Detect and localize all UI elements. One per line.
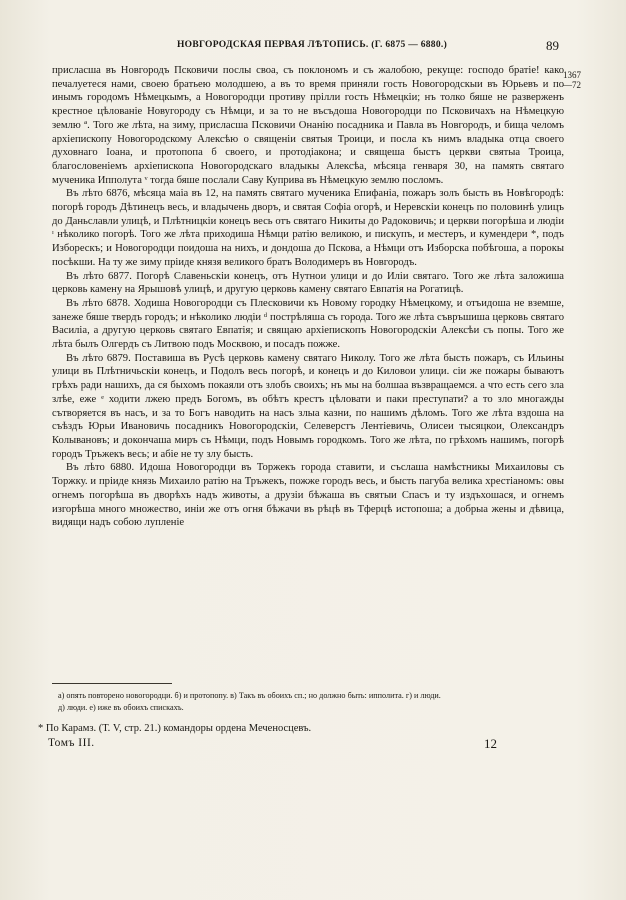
paragraph: Въ лѣто 6880. Идоша Новогородци въ Торжекъ города ставити, и съслаша намѣстникы Михаиловы съ Торжку. и пріиде князь Михаило ратію на Тръжекъ, пожже городъ весь, и бысть пагуба велика хрестіаномъ: овы огнемъ погорѣша въ дворѣхъ надъ животы, а друзіи бѣжаша въ святыи Спасъ и ту издъхошася, и огнемъ изгорѣша много множество, инiи же отъ огня бѣжачи въ рѣцѣ въ Тферцѣ истопоша; а добрыа жены и дѣвица, видящи надъ собою лупленіе xyxy=(52,462,564,529)
volume-label: Томъ III. xyxy=(48,737,95,749)
footnote-line: а) опять повторено новогородци. б) и протопопу. в) Такъ въ обоихъ сп.; но должно быть: ипполита. г) и люди. xyxy=(58,691,441,700)
margin-year-note xyxy=(563,70,581,90)
editor-note: * По Карамз. (Т. V, стр. 21.) командоры ордена Меченосцевъ. xyxy=(38,723,312,734)
footnotes xyxy=(58,690,563,714)
paragraph: присласша въ Новгородъ Псковичи послы своа, съ поклономъ и съ жалобою, рекуще: господо братіе! како печалуетеся нами, своею братьею молодшею, а въ то время приняли гость Новогородскыи въ Юрьевъ и по инымъ городомъ Нѣмецкымъ, а Новогородци противу прілли гость Нѣмецкіи; нъ толко бяше не разверженъ крестное цѣлованіе Новугороду съ Нѣмци, и за то не въсъдоша Новогородци по Псковичахъ на Нѣмецкую землю ª. Того же лѣта, на зиму, присласша Псковичи Онанію посадника и Павла въ Новгородъ, и бища челомъ архіепископу Новогородскому Алексѣю о священіи святыя Троици, и посла къ нимъ владыка отца своего духовнаго Іоана, и протопопа б своего, и протодіакона; и свящеша быстъ церкви святыа Троица, благословеніемъ архіепископа Новогородскаго владыкы Алексѣа, мѣсяца генваря 30, на память святаго мученика Ипполута ᵛ тогда бяше послали Саву Куприва въ Нѣмецкую землю посломъ. xyxy=(52,65,564,186)
paragraph: Въ лѣто 6879. Поставиша въ Русѣ церковь камену святаго Николу. Того же лѣта бысть пожаръ, съ Ильины улици въ Плѣтничьскіи конецъ, и Подолъ весь погорѣ, и конецъ и до Киловои улици. сіи же пожары бываютъ грѣхъ ради нашихъ, да ся быхомъ покаяли отъ злобъ своихъ; нъ мы на болшаа възвращаемся. а что есть сего зла злѣе, еже ᵉ ходити лжею предъ Богомъ, въ обѣтъ крестъ цѣловати и паки преступати? а то зло многажды сътворяется въ насъ, и за то Богъ наводить на насъ злыа казни, по нашимъ дѣломъ. Того же лѣта вздоша на съѣздъ Юрьи Ивановичь посадникъ Новогородскіи, Селеверстъ Лентіевичь, Олисеи тысяцкои, Олександръ Колывановъ; и докончаша миръ съ Нѣмци, подъ Новымъ городкомъ. Того же лѣта, по грѣхомъ нашимъ, погорѣ городъ Тръжекъ весь; и абіе не ту злу бысть. xyxy=(52,352,564,460)
main-text xyxy=(52,64,564,530)
footnote-line: д) люди. е) иже въ обоихъ спискахъ. xyxy=(58,703,184,712)
page-number: 89 xyxy=(546,38,559,53)
margin-year-start: 1367 xyxy=(563,70,581,80)
margin-year-end: —72 xyxy=(563,80,581,90)
running-header: НОВГОРОДСКАЯ ПЕРВАЯ ЛѢТОПИСЬ. (Г. 6875 — 6880.) xyxy=(176,40,448,50)
paragraph: Въ лѣто 6876, мѣсяца маіа въ 12, на память святаго мученика Епифаніа, пожаръ золъ бысть въ Новѣгородѣ: погорѣ городъ Дѣтинецъ весь, и владычень дворъ, и святая Софіа огорѣ, и Неревскіи конецъ по половинѣ улицъ до Даньславли улицѣ, и Плѣтницкіи конецъ весь отъ святаго Никиты до Радоковичь; и церкви погорѣша и людіи ᶦ нѣколико погорѣ. Того же лѣта приходиша Нѣмци ратію великою, и пискупъ, и местеръ, и кумендери *, подъ Изборескъ; и Новогородци поидоша на нихъ, и дондоша до Пскова, а Нѣмци отъ Изборска побѣгоша, а порокы посѣкши. На ту же зиму пріиде князя великого братъ Володимеръ въ Новгородъ. xyxy=(52,188,564,268)
paragraph: Въ лѣто 6878. Ходиша Новогородци съ Плесковичи къ Новому городку Нѣмецкому, и отъидоша не вземше, занеже бяше твердъ городъ; и нѣколико людіи ᵈ пострѣляша съ города. Того же лѣта съвръшиша церковь святаго Василіа, а другую церковь святаго Евпатія; и свящаю архіепископъ Новогородскіи Алексѣи съ попы. Того же лѣта былъ Олгердъ съ Литвою подъ Москвою, и посадъ пожже. xyxy=(52,297,564,351)
footnote-divider xyxy=(52,683,172,684)
signature-mark: 12 xyxy=(484,736,497,751)
paragraph: Въ лѣто 6877. Погорѣ Славеньскіи конецъ, отъ Нутнои улици и до Иліи святаго. Того же лѣта заложиша церковь камену на Ярышовѣ улицѣ, и другую церковь камену святаго Евпатія на Рогатицѣ. xyxy=(52,270,564,296)
